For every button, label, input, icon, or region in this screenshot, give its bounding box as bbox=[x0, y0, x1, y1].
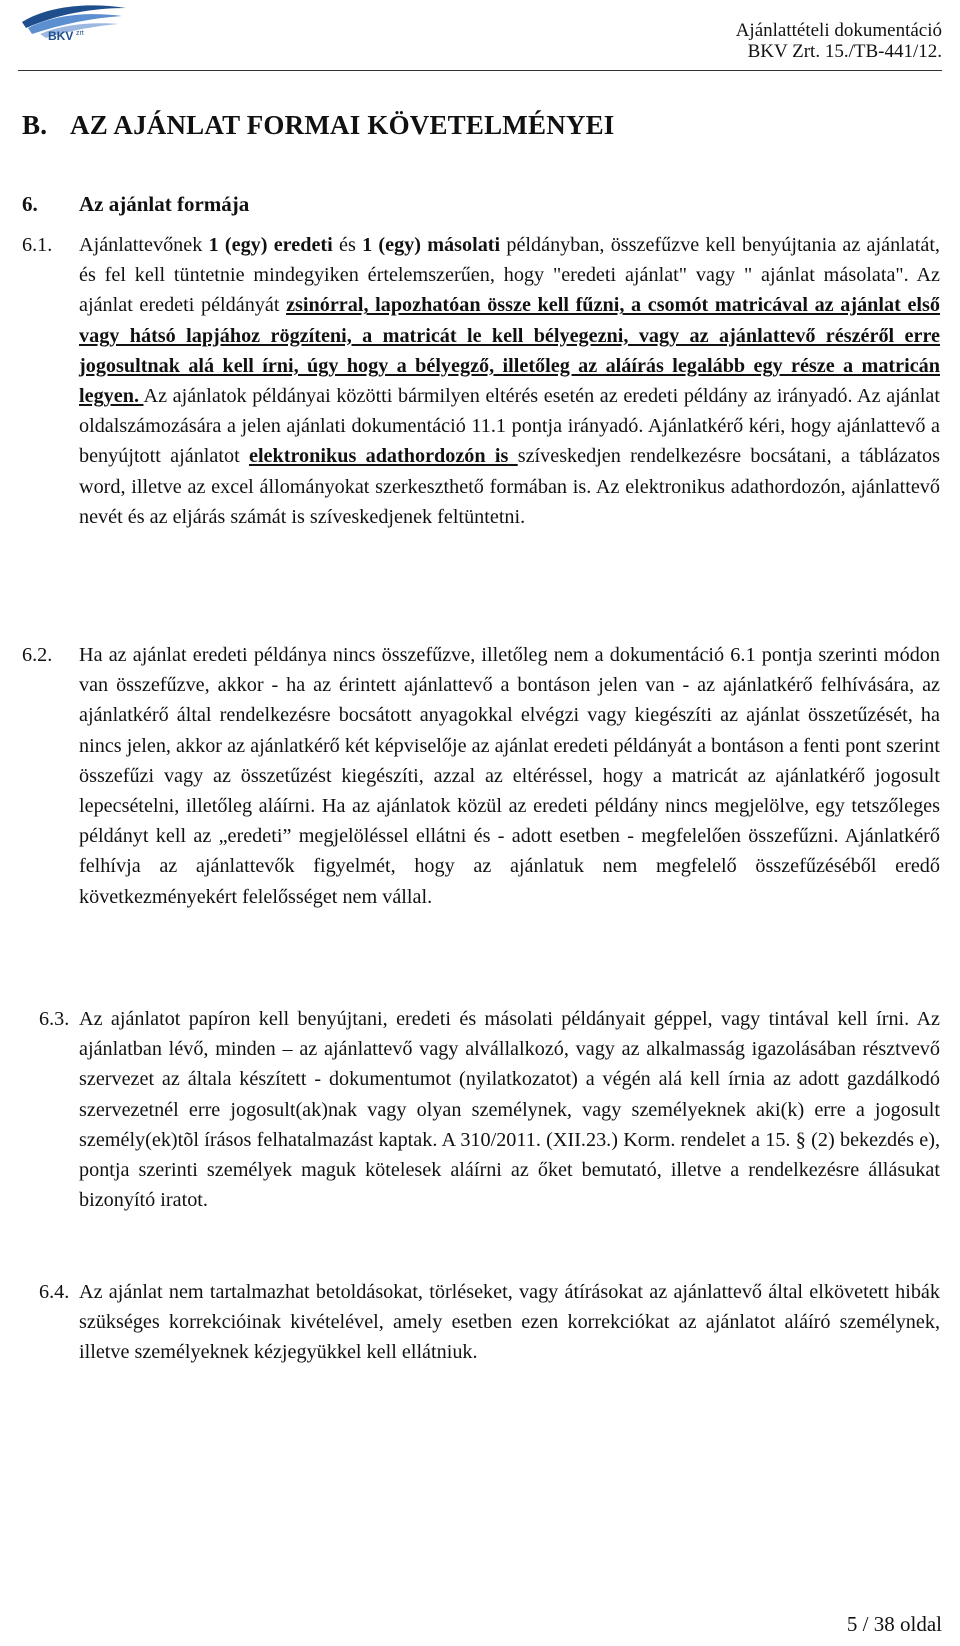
binding-requirement: zsinórral, lapozhatóan össze kell fűzni, a csomót matricával az ajánlat első vagy hátsó lapjához rögzíteni, a matricát le kell bélyegezni, vagy az ajánlattevő részéről erre jogosultnak alá kell írni, úgy hogy a bélyegző, illetőleg az aláírás legalább egy része a matricán legyen. bbox=[79, 294, 940, 408]
document-number: BKV Zrt. 15./TB-441/12. bbox=[747, 41, 942, 62]
header-divider bbox=[18, 70, 942, 71]
paragraph-text: Ha az ajánlat eredeti példánya nincs összefűzve, illetőleg nem a dokumentáció 6.1 pontja szerinti módon van összefűzve, akkor - ha az érintett ajánlattevő a bontáson jelen van - az ajánlatkérő felhívására, az ajánlatkérő által rendelkezésre bocsátott anyagokkal elvégzi vagy kiegészíti az ajánlat összetűzését, ha nincs jelen, akkor az ajánlatkérő két képviselője az ajánlat eredeti példányát a bontáson a fenti pont szerint összefűzi vagy az összetűzést kiegészíti, azzal az eltéréssel, hogy a matricát az ajánlatkérő jogosult lepecsételni, illetőleg aláírni. Ha az ajánlatok közül az eredeti példány nincs megjelölve, egy tetszőleges példányt kell az „eredeti” megjelöléssel ellátni és - adott esetben - megfelelően összefűzni. Ajánlatkérő felhívja az ajánlattevők figyelmét, hogy az ajánlatuk nem megfelelő összefűzéséből eredő következményekért felelősséget nem vállal. bbox=[79, 644, 940, 908]
document-reference bbox=[736, 20, 942, 62]
svg-text:zrt: zrt bbox=[76, 30, 84, 37]
paragraph-number: 6.3. bbox=[39, 1008, 70, 1030]
page-header bbox=[0, 0, 960, 60]
section-number: B. bbox=[22, 110, 48, 140]
paragraph-6-1 bbox=[22, 230, 940, 532]
paragraph-text: Az ajánlatot papíron kell benyújtani, eredeti és másolati példányait géppel, vagy tintával kell írni. Az ajánlatban lévő, minden – az ajánlattevő vagy alvállalkozó, vagy az alkalmasság igazolásában résztvevő szervezet az általa készített - dokumentumot (nyilatkozatot) a végén alá kell írnia az adott gazdálkodó szervezetnél erre jogosult(ak)nak vagy olyan személynek, vagy személyeknek aki(k) erre a jogosult személy(ek)tõl írásos felhatalmazást kaptak. A 310/2011. (XII.23.) Korm. rendelet a 15. § (2) bekezdés e), pontja szerinti személyek maguk kötelesek aláírni az őket bemutató, illetve a rendelkezésre állásukat bizonyító iratot. bbox=[79, 1008, 940, 1212]
paragraph-6-3 bbox=[39, 1004, 940, 1215]
paragraph-number: 6.1. bbox=[22, 234, 53, 256]
subsection-heading bbox=[22, 192, 249, 217]
paragraph-6-4 bbox=[39, 1277, 940, 1368]
section-heading bbox=[22, 110, 615, 141]
paragraph-number: 6.4. bbox=[39, 1281, 70, 1303]
paragraph-6-2 bbox=[22, 640, 940, 912]
paragraph-text: Az ajánlat nem tartalmazhat betoldásokat, törléseket, vagy átírásokat az ajánlattevő által elkövetett hibák szükséges korrekcióinak kivételével, amely esetben ezen korrekciókat az ajánlatot aláíró személynek, illetve személyeknek kézjegyükkel kell ellátniuk. bbox=[79, 1281, 940, 1364]
subsection-title: Az ajánlat formája bbox=[79, 192, 250, 216]
paragraph-number: 6.2. bbox=[22, 644, 53, 666]
svg-text:BKV: BKV bbox=[48, 29, 74, 43]
subsection-number: 6. bbox=[22, 192, 38, 216]
electronic-copy-requirement: elektronikus adathordozón is bbox=[248, 445, 509, 468]
bkv-logo bbox=[18, 2, 130, 44]
document-title: Ajánlattételi dokumentáció bbox=[735, 20, 942, 41]
page-number: 5 / 38 oldal bbox=[846, 1612, 942, 1636]
paragraph-text: Ajánlattevőnek 1 (egy) eredeti és 1 (egy) másolati példányban, összefűzve kell benyújtania az ajánlatát, és fel kell tüntetnie mindegyiken értelemszerűen, hogy "eredeti ajánlat" vagy " ajánlat másolata". Az ajánlat eredeti példányát zsinórral, lapozhatóan össze kell fűzni, a csomót matricával az ajánlat első vagy hátsó lapjához rögzíteni, a matricát le kell bélyegezni, vagy az ajánlattevő részéről erre jogosultnak alá kell írni, úgy hogy a bélyegző, illetőleg az aláírás legalább egy része a matricán legyen. Az ajánlatok példányai közötti bármilyen eltérés esetén az eredeti példány az irányadó. Az ajánlat oldalszámozására a jelen ajánlati dokumentáció 11.1 pontja irányadó. Ajánlatkérő kéri, hogy ajánlattevő a benyújtott ajánlatot elektronikus adathordozón is szíveskedjen rendelkezésre bocsátani, a táblázatos word, illetve az excel állományokat szerkeszthető formában is. Az elektronikus adathordozón, ajánlattevő nevét és az eljárás számát is szíveskedjenek feltüntetni. bbox=[79, 234, 940, 528]
section-title: AZ AJÁNLAT FORMAI KÖVETELMÉNYEI bbox=[70, 110, 615, 140]
